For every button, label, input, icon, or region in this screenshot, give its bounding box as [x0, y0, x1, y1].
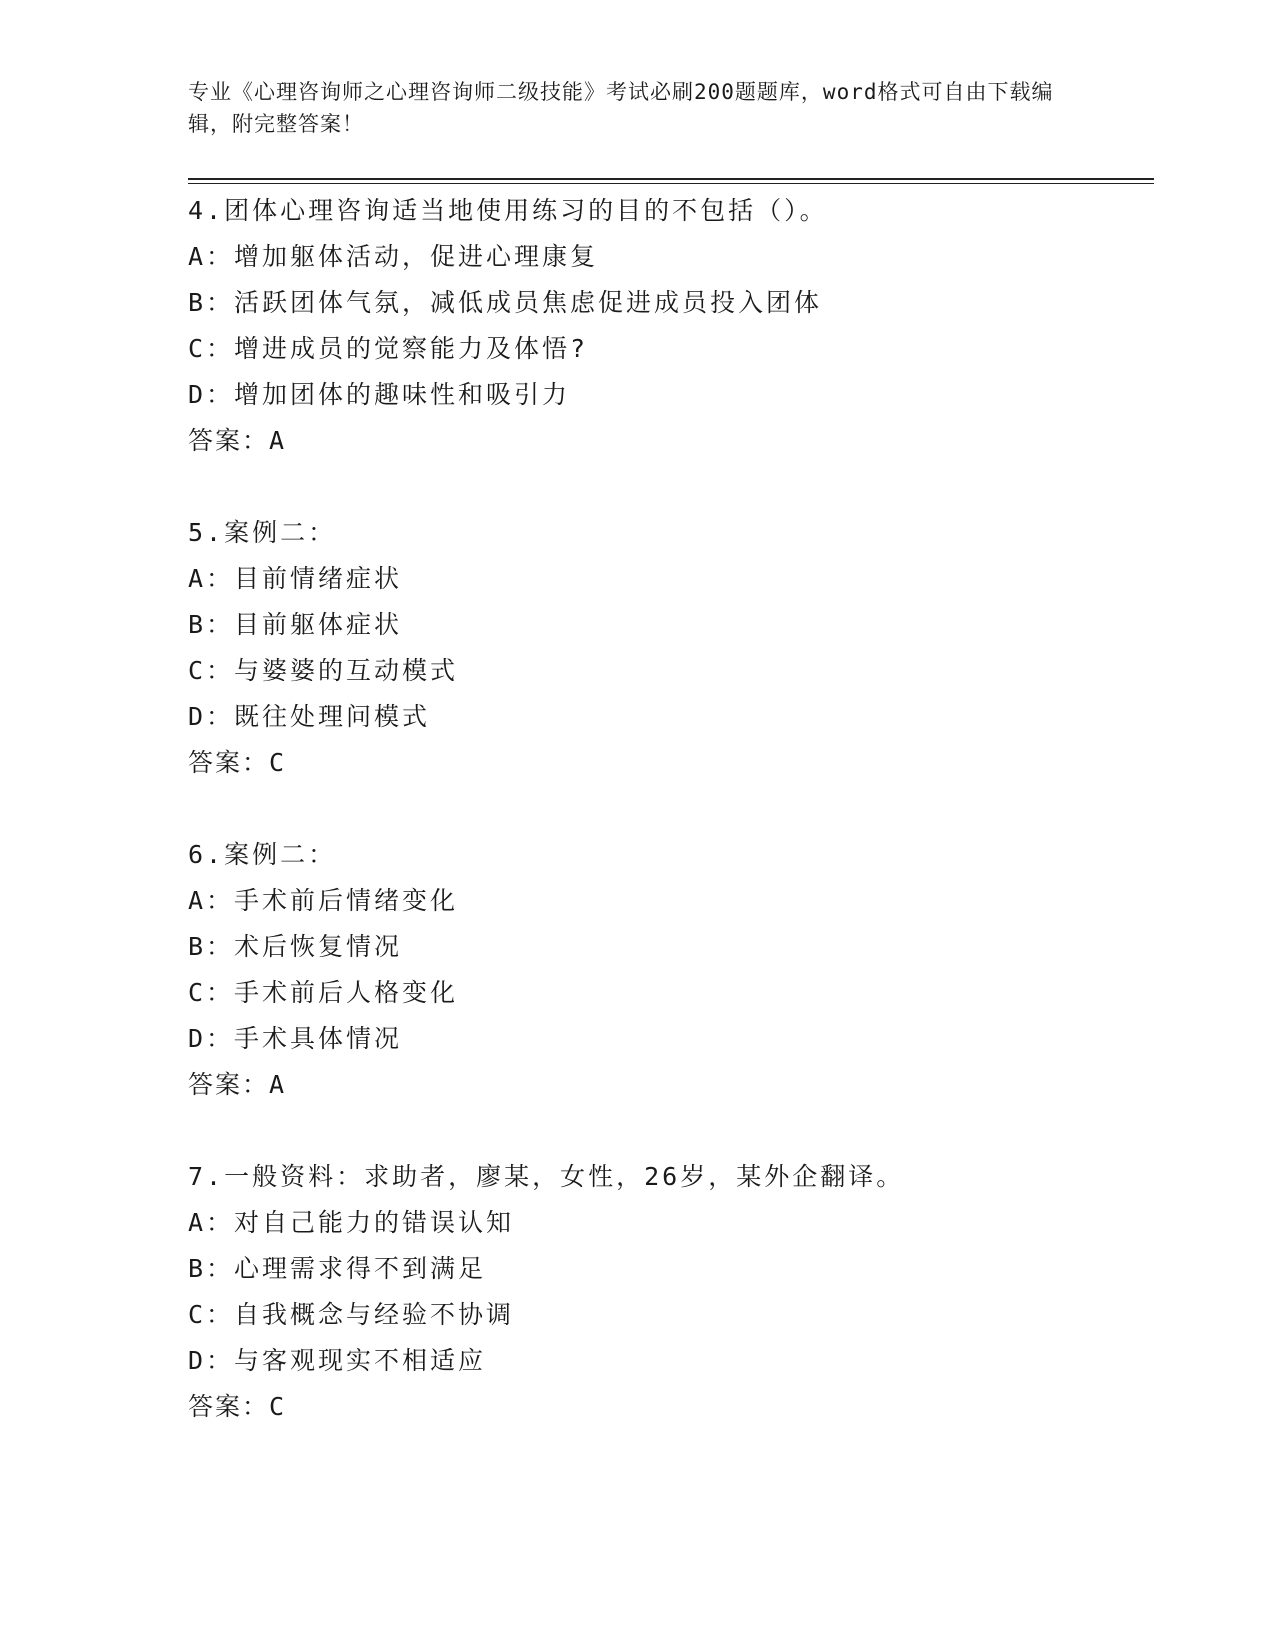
option-b: B：目前躯体症状 [188, 610, 403, 639]
option-d: D：与客观现实不相适应 [188, 1346, 487, 1375]
answer-line: 答案：A [188, 1070, 287, 1099]
option-c: C：自我概念与经验不协调 [188, 1300, 515, 1329]
option-c: C：手术前后人格变化 [188, 978, 459, 1007]
header-divider [188, 178, 1154, 184]
option-a: A：对自己能力的错误认知 [188, 1208, 515, 1237]
option-a: A：手术前后情绪变化 [188, 886, 459, 915]
option-b: B：术后恢复情况 [188, 932, 403, 961]
question-stem: 4.团体心理咨询适当地使用练习的目的不包括（）。 [188, 196, 828, 225]
answer-line: 答案：C [188, 748, 287, 777]
question-stem: 6.案例二： [188, 840, 337, 869]
answer-line: 答案：A [188, 426, 287, 455]
option-a: A：目前情绪症状 [188, 564, 403, 593]
option-c: C：与婆婆的互动模式 [188, 656, 459, 685]
answer-line: 答案：C [188, 1392, 287, 1421]
question-item [188, 188, 1148, 464]
option-c: C：增进成员的觉察能力及体悟? [188, 334, 589, 363]
question-item [188, 510, 1148, 786]
option-d: D：既往处理问模式 [188, 702, 431, 731]
question-item [188, 1154, 1148, 1430]
question-stem: 5.案例二： [188, 518, 337, 547]
option-d: D：手术具体情况 [188, 1024, 403, 1053]
question-stem: 7.一般资料：求助者，廖某，女性，26岁，某外企翻译。 [188, 1162, 905, 1191]
document-intro: 专业《心理咨询师之心理咨询师二级技能》考试必刷200题题库，word格式可自由下载编辑，附完整答案！ [188, 80, 1054, 136]
option-a: A：增加躯体活动，促进心理康复 [188, 242, 599, 271]
option-d: D：增加团体的趣味性和吸引力 [188, 380, 571, 409]
question-list [188, 188, 1148, 1476]
option-b: B：心理需求得不到满足 [188, 1254, 487, 1283]
question-item [188, 832, 1148, 1108]
option-b: B：活跃团体气氛，减低成员焦虑促进成员投入团体 [188, 288, 823, 317]
